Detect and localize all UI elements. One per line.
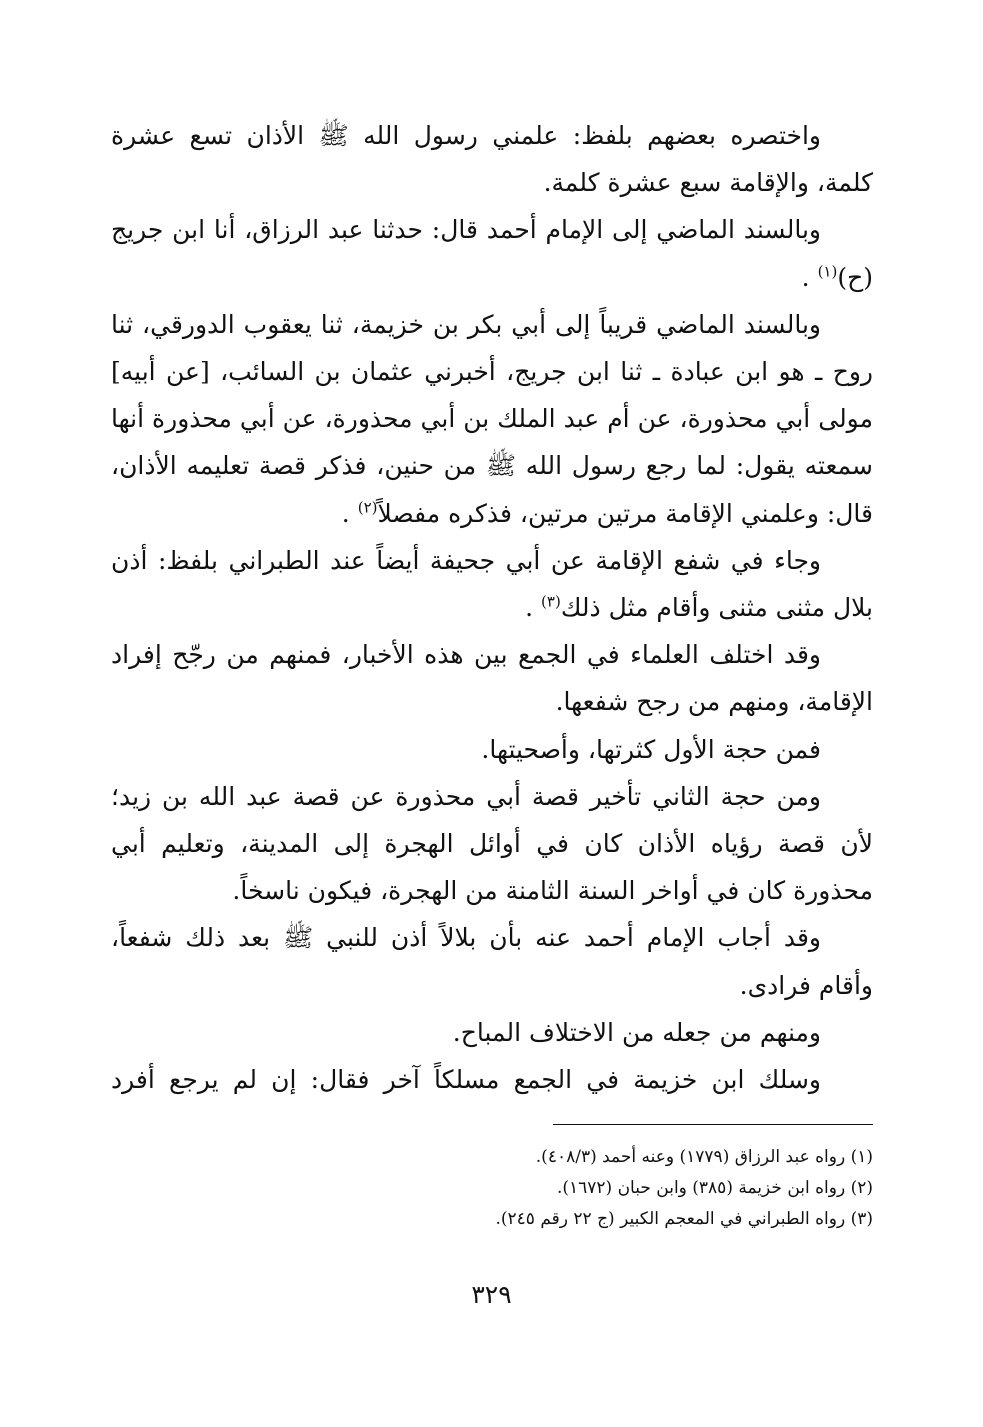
paragraph-1: واختصره بعضهم بلفظ: علمني رسول الله ﷺ الأذان تسع عشرة كلمة، والإقامة سبع عشرة كلمة. xyxy=(111,121,873,198)
paragraph-4: وجاء في شفع الإقامة عن أبي جحيفة أيضاً عند الطبراني بلفظ: أذن بلال مثنى مثنى وأقام مثل ذلك$^{(٣)}$ . xyxy=(111,545,873,623)
paragraph-6: فمن حجة الأول كثرتها، وأصحيتها. xyxy=(481,734,821,764)
paragraph-3: وبالسند الماضي قريباً إلى أبي بكر بن خزيمة، ثنا يعقوب الدورقي، ثنا روح ـ هو ابن عبادة ـ ثنا ابن جريج، أخبرني عثمان بن السائب، [عن أبيه] مولى أبي محذورة، عن أم عبد الملك بن أبي محذورة، عن أبي محذورة أنها سمعته يقول: لما رجع رسول الله ﷺ من حنين، فذكر قصة تعليمه الأذان، قال: وعلمني الإقامة مرتين مرتين، فذكره مفصلاً$^{(٢)}$ . xyxy=(111,309,873,528)
paragraph-7: ومن حجة الثاني تأخير قصة أبي محذورة عن قصة عبد الله بن زيد؛ لأن قصة رؤياه الأذان كان في أوائل الهجرة إلى المدينة، وتعليم أبي محذورة كان في أواخر السنة الثامنة من الهجرة، فيكون ناسخاً. xyxy=(111,781,873,906)
paragraph-10: وسلك ابن خزيمة في الجمع مسلكاً آخر فقال: إن لم يرجع أفرد xyxy=(111,1065,821,1095)
footnote-ref-2[interactable]: (٢) xyxy=(357,498,378,517)
footnote-separator xyxy=(553,1124,873,1125)
paragraph-5: وقد اختلف العلماء في الجمع بين هذه الأخبار، فمنهم من رجّح إفراد الإقامة، ومنهم من رجح شفعها. xyxy=(111,640,873,717)
footnote-2: (٢) رواه ابن خزيمة (٣٨٥) وابن حبان (١٦٧٢). xyxy=(556,1178,873,1198)
footnote-3: (٣) رواه الطبراني في المعجم الكبير (ج ٢٢ رقم ٢٤٥). xyxy=(495,1209,873,1229)
paragraph-9: ومنهم من جعله من الاختلاف المباح. xyxy=(452,1017,821,1047)
footnote-ref-1[interactable]: (١) xyxy=(817,262,838,281)
footnote-1: (١) رواه عبد الرزاق (١٧٧٩) وعنه أحمد (٤٠٨/٣). xyxy=(535,1147,873,1167)
paragraph-2: وبالسند الماضي إلى الإمام أحمد قال: حدثنا عبد الرزاق، أنا ابن جريج (ح)$^{(١)}$ . xyxy=(111,215,873,292)
page-number: ٣٢٩ xyxy=(471,1280,512,1309)
paragraph-8: وقد أجاب الإمام أحمد عنه بأن بلالاً أذن للنبي ﷺ بعد ذلك شفعاً، وأقام فرادى. xyxy=(111,923,873,1000)
main-text xyxy=(111,112,873,1103)
footnotes xyxy=(111,1142,873,1235)
footnote-ref-3[interactable]: (٣) xyxy=(541,592,561,611)
